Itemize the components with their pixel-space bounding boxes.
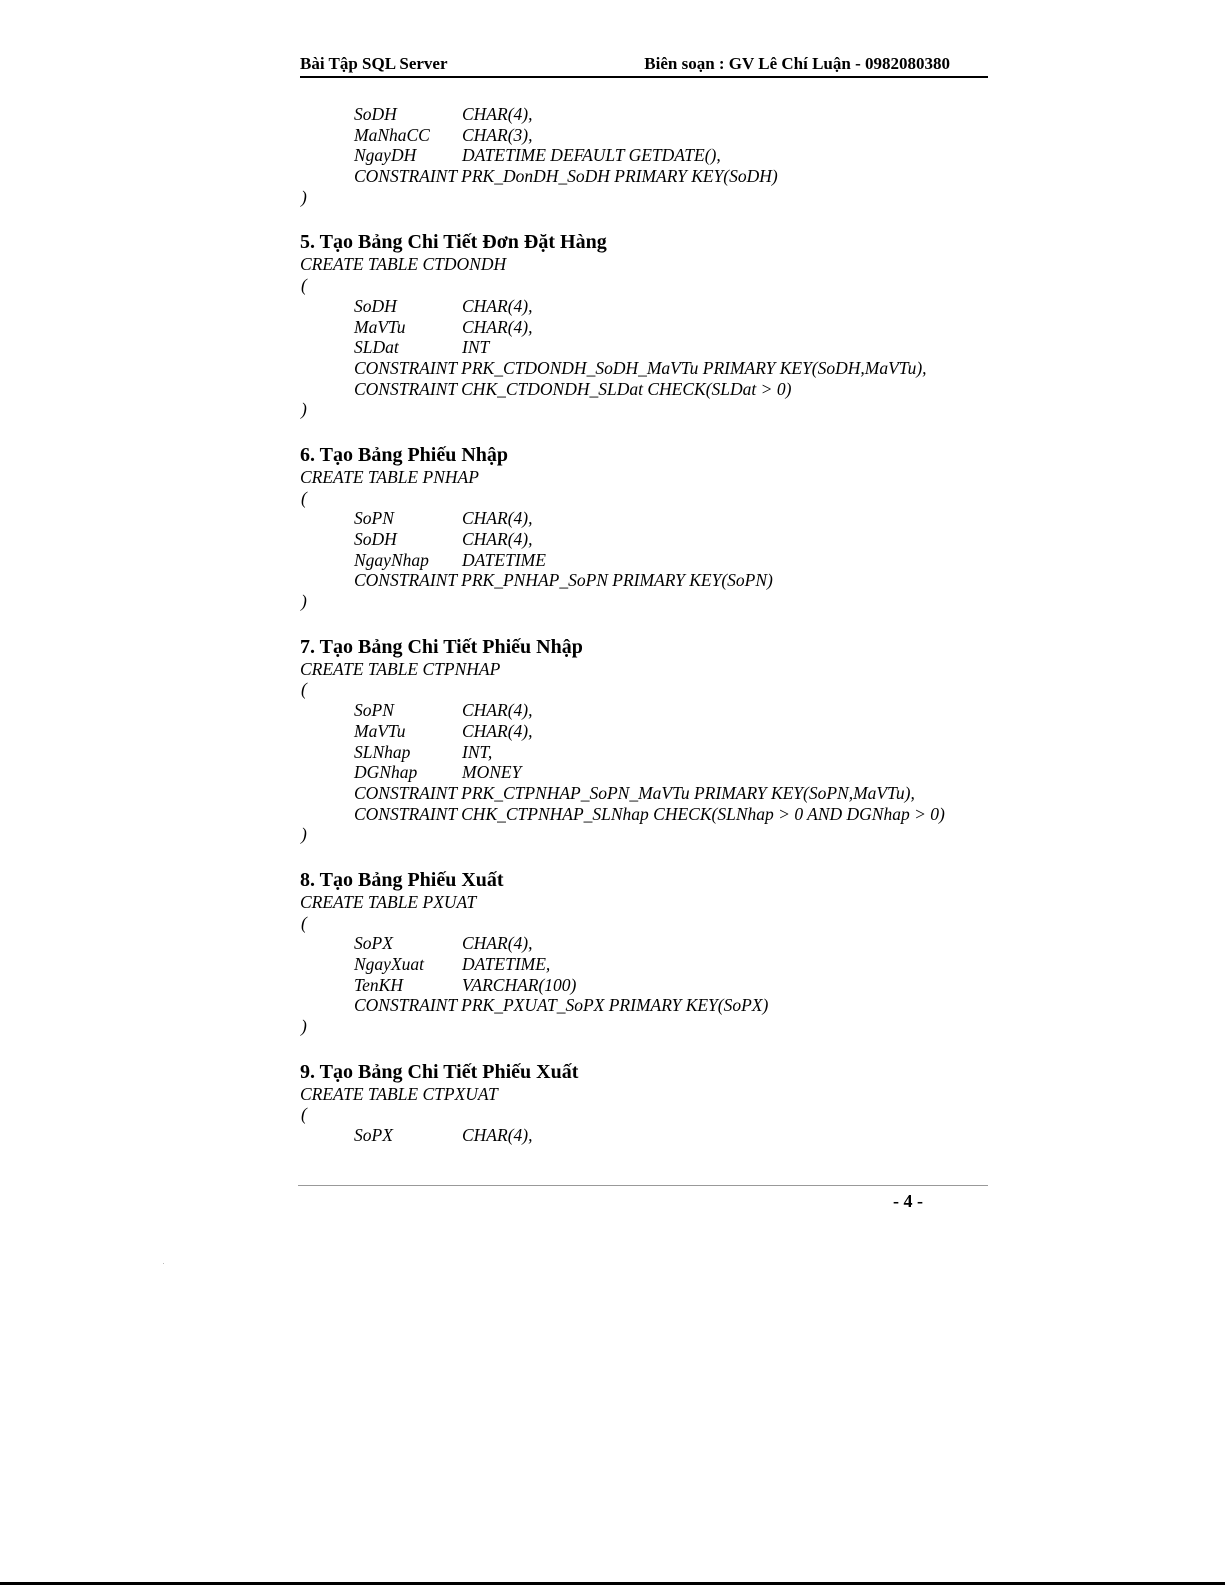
header-author: Biên soạn : GV Lê Chí Luận - 0982080380: [644, 54, 950, 73]
field-row: [300, 550, 1000, 571]
constraint-row: [300, 570, 1000, 591]
field-type: CHAR(4),: [462, 529, 533, 549]
field-row: [300, 700, 1000, 721]
constraint-text: CONSTRAINT PRK_PNHAP_SoPN PRIMARY KEY(SoPN): [354, 570, 773, 591]
field-name: SLDat: [354, 337, 399, 358]
close-paren: ): [301, 591, 307, 612]
constraint-row: [300, 804, 1000, 825]
field-row: [300, 954, 1000, 975]
field-name: SoPX: [354, 1125, 393, 1146]
constraint-row: [300, 379, 1000, 400]
field-type: CHAR(4),: [462, 508, 533, 529]
field-row: [300, 1125, 1000, 1146]
field-type: DATETIME,: [462, 954, 551, 974]
close-paren: ): [301, 186, 307, 207]
document-body: [300, 104, 1000, 1146]
open-paren: (: [301, 275, 307, 296]
open-paren: (: [301, 912, 307, 933]
field-name: SoDH: [354, 295, 397, 316]
field-name: SoPN: [354, 508, 394, 529]
field-type: CHAR(4),: [462, 295, 533, 316]
constraint-text: CONSTRAINT CHK_CTPNHAP_SLNhap CHECK(SLNhap > 0 AND DGNhap > 0): [354, 803, 945, 824]
section-heading: 9. Tạo Bảng Chi Tiết Phiếu Xuất: [300, 1060, 579, 1083]
field-row: [300, 296, 1000, 317]
section-heading: 5. Tạo Bảng Chi Tiết Đơn Đặt Hàng: [300, 231, 607, 254]
footer-divider: [298, 1185, 988, 1186]
field-type: MONEY: [462, 762, 522, 783]
open-paren: (: [301, 679, 307, 700]
field-type: INT: [462, 337, 490, 358]
section-heading: 7. Tạo Bảng Chi Tiết Phiếu Nhập: [300, 635, 583, 658]
field-name: SoPN: [354, 700, 394, 721]
create-table-statement: CREATE TABLE CTPNHAP: [300, 658, 501, 679]
field-name: TenKH: [354, 974, 403, 995]
section-gap: [300, 207, 1000, 230]
field-row: [300, 508, 1000, 529]
constraint-row: [300, 358, 1000, 379]
close-paren: ): [301, 824, 307, 845]
field-name: SoPX: [354, 933, 393, 954]
field-type: CHAR(4),: [462, 316, 533, 337]
create-table-statement: CREATE TABLE CTDONDH: [300, 254, 507, 275]
field-row: [300, 317, 1000, 338]
open-paren: (: [301, 487, 307, 508]
open-paren: (: [301, 1104, 307, 1125]
section-gap: [300, 1037, 1000, 1060]
field-row: [300, 529, 1000, 550]
field-type: CHAR(4),: [462, 104, 533, 124]
field-type: CHAR(4),: [462, 933, 533, 954]
field-type: CHAR(4),: [462, 1125, 533, 1146]
field-name: SoDH: [354, 104, 397, 124]
field-name: DGNhap: [354, 762, 418, 783]
field-name: NgayXuat: [354, 954, 424, 974]
field-row: [300, 721, 1000, 742]
header-title: Bài Tập SQL Server: [300, 54, 448, 73]
field-row: [300, 125, 1000, 146]
section-gap: [300, 612, 1000, 635]
field-row: [300, 104, 1000, 125]
field-type: CHAR(4),: [462, 700, 533, 721]
section-heading: 8. Tạo Bảng Phiếu Xuất: [300, 868, 504, 891]
constraint-text: CONSTRAINT CHK_CTDONDH_SLDat CHECK(SLDat > 0): [354, 378, 792, 399]
field-type: CHAR(4),: [462, 720, 533, 741]
section-gap: [300, 845, 1000, 868]
close-paren: ): [301, 1016, 307, 1037]
field-row: [300, 337, 1000, 358]
constraint-row: [300, 783, 1000, 804]
field-row: [300, 145, 1000, 166]
field-row: [300, 933, 1000, 954]
close-paren: ): [301, 399, 307, 420]
create-table-statement: CREATE TABLE PXUAT: [300, 891, 477, 912]
field-type: CHAR(3),: [462, 124, 533, 145]
create-table-statement: CREATE TABLE CTPXUAT: [300, 1083, 498, 1104]
field-name: NgayDH: [354, 145, 417, 166]
constraint-row: [300, 995, 1000, 1016]
field-name: MaVTu: [354, 720, 406, 741]
page-number: - 4 -: [893, 1191, 923, 1211]
field-name: SLNhap: [354, 741, 411, 762]
field-type: VARCHAR(100): [462, 974, 577, 995]
constraint-text: CONSTRAINT PRK_DonDH_SoDH PRIMARY KEY(SoDH): [354, 166, 778, 187]
field-name: MaNhaCC: [354, 124, 430, 145]
field-type: DATETIME: [462, 549, 546, 570]
constraint-text: CONSTRAINT PRK_CTDONDH_SoDH_MaVTu PRIMARY KEY(SoDH,MaVTu),: [354, 357, 927, 378]
field-name: SoDH: [354, 529, 397, 549]
field-name: NgayNhap: [354, 549, 429, 570]
field-name: MaVTu: [354, 316, 406, 337]
constraint-text: CONSTRAINT PRK_CTPNHAP_SoPN_MaVTu PRIMARY KEY(SoPN,MaVTu),: [354, 782, 915, 803]
field-row: [300, 975, 1000, 996]
page-header: [300, 54, 988, 78]
constraint-text: CONSTRAINT PRK_PXUAT_SoPX PRIMARY KEY(SoPX): [354, 995, 769, 1016]
field-row: [300, 762, 1000, 783]
create-table-statement: CREATE TABLE PNHAP: [300, 466, 479, 487]
section-gap: [300, 420, 1000, 443]
field-type: DATETIME DEFAULT GETDATE(),: [462, 145, 721, 166]
field-type: INT,: [462, 741, 493, 762]
scan-speck: [163, 1263, 164, 1264]
constraint-row: [300, 166, 1000, 187]
section-heading: 6. Tạo Bảng Phiếu Nhập: [300, 443, 509, 466]
field-row: [300, 742, 1000, 763]
